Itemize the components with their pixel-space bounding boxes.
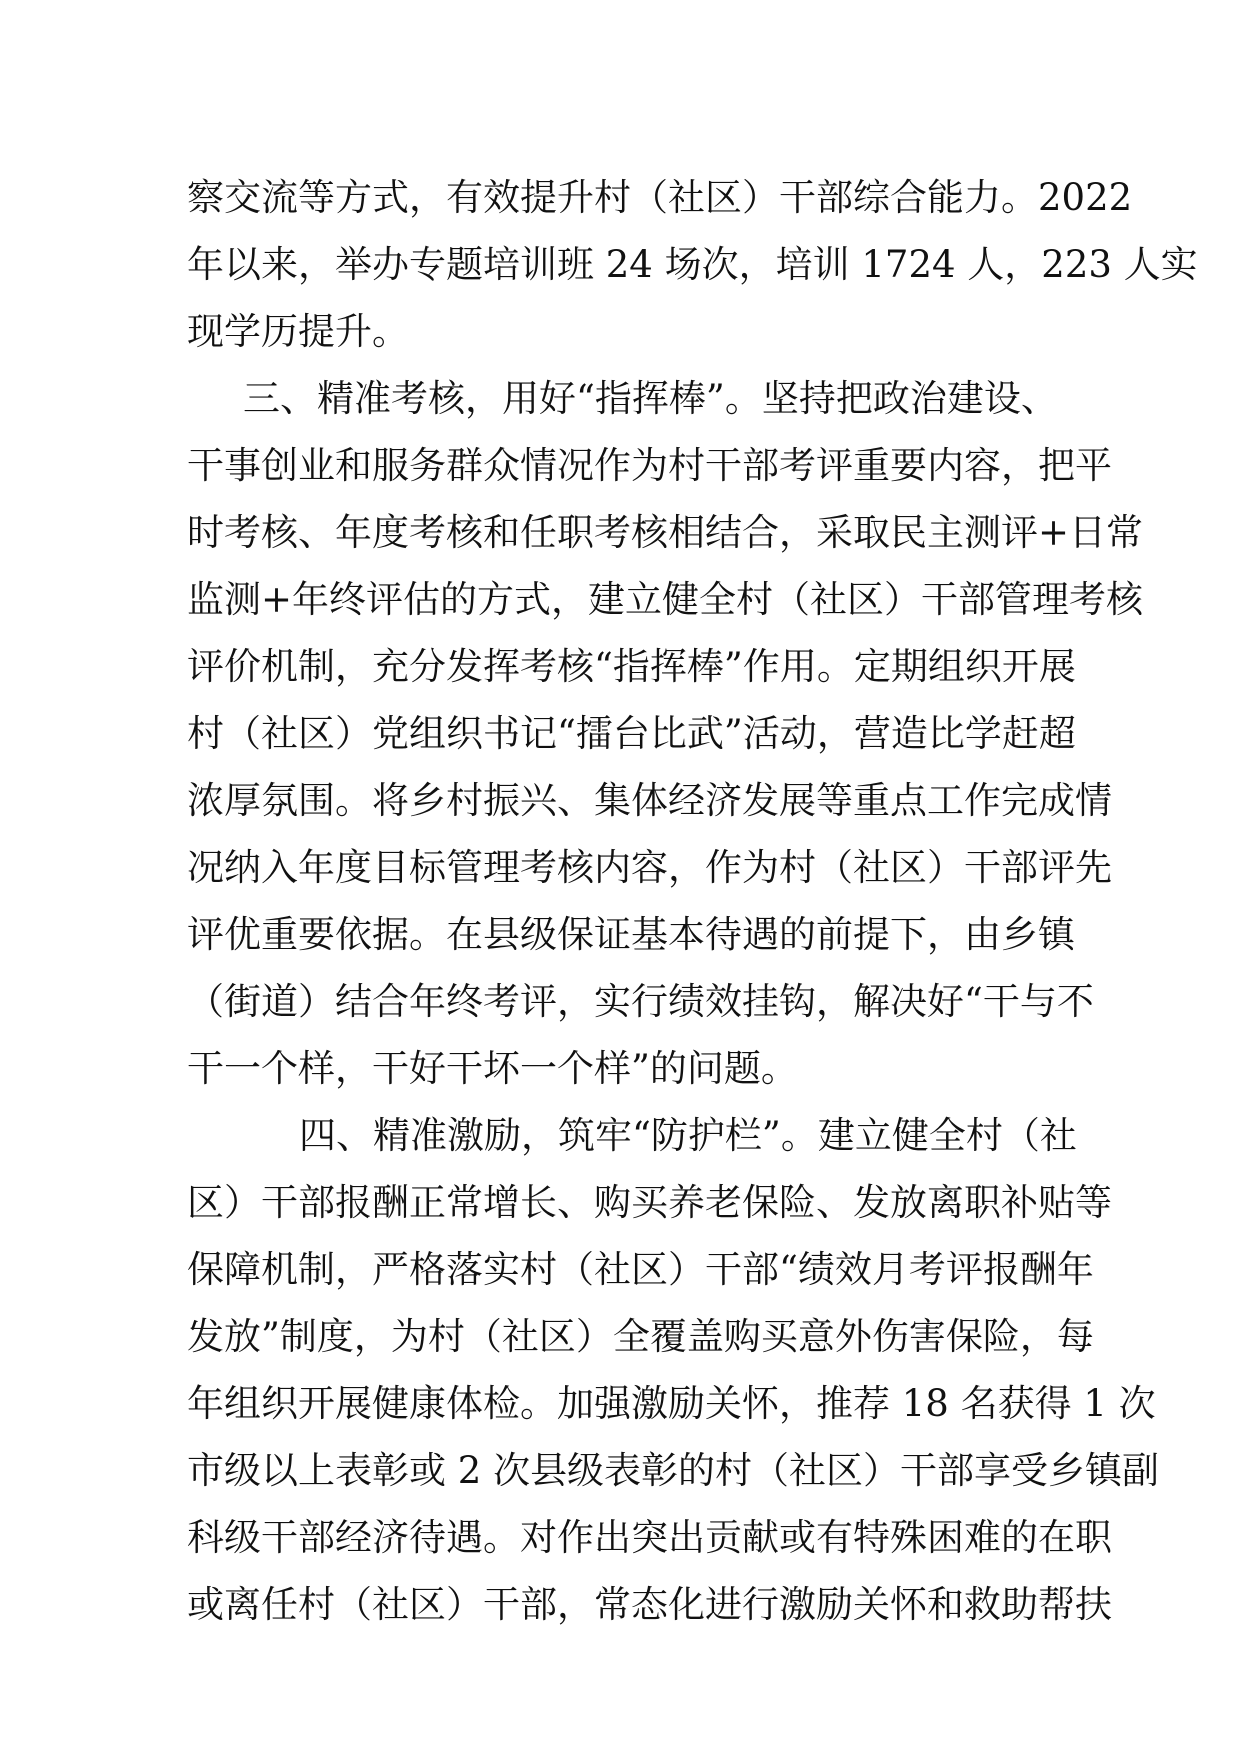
text-line: 监测+年终评估的方式，建立健全村（社区）干部管理考核: [187, 578, 1144, 621]
text-line: 况纳入年度目标管理考核内容，作为村（社区）干部评先: [187, 846, 1112, 889]
text-line: 年以来，举办专题培训班 24 场次，培训 1724 人，223 人实: [187, 243, 1198, 286]
text-line: 年组织开展健康体检。加强激励关怀，推荐 18 名获得 1 次: [187, 1382, 1156, 1425]
text-line: 科级干部经济待遇。对作出突出贡献或有特殊困难的在职: [187, 1516, 1112, 1559]
text-line: 评优重要依据。在县级保证基本待遇的前提下，由乡镇: [187, 913, 1075, 956]
text-line: 时考核、年度考核和任职考核相结合，采取民主测评+日常: [187, 511, 1144, 554]
document-body: [187, 164, 1198, 1638]
paragraph-incentive: [187, 1102, 1160, 1638]
text-line: 市级以上表彰或 2 次县级表彰的村（社区）干部享受乡镇副: [187, 1449, 1160, 1492]
text-line: 发放”制度，为村（社区）全覆盖购买意外伤害保险，每: [187, 1315, 1094, 1358]
text-line: 或离任村（社区）干部，常态化进行激励关怀和救助帮扶: [187, 1583, 1112, 1626]
section-heading-line: 三、精准考核，用好“指挥棒”。坚持把政治建设、: [243, 377, 1058, 420]
text-line: 浓厚氛围。将乡村振兴、集体经济发展等重点工作完成情: [187, 779, 1112, 822]
text-line: 村（社区）党组织书记“擂台比武”活动，营造比学赶超: [187, 712, 1076, 755]
paragraph-training: [187, 164, 1198, 365]
text-line: 评价机制，充分发挥考核“指挥棒”作用。定期组织开展: [187, 645, 1076, 688]
section-heading-line: 四、精准激励，筑牢“防护栏”。建立健全村（社: [299, 1114, 1077, 1157]
paragraph-assessment: [187, 365, 1144, 1102]
text-line: 干一个样，干好干坏一个样”的问题。: [187, 1047, 798, 1090]
text-line: 察交流等方式，有效提升村（社区）干部综合能力。2022: [187, 176, 1133, 219]
text-line: 现学历提升。: [187, 310, 409, 353]
text-line: 干事创业和服务群众情况作为村干部考评重要内容，把平: [187, 444, 1112, 487]
text-line: （街道）结合年终考评，实行绩效挂钩，解决好“干与不: [187, 980, 1094, 1023]
text-line: 保障机制，严格落实村（社区）干部“绩效月考评报酬年: [187, 1248, 1094, 1291]
text-line: 区）干部报酬正常增长、购买养老保险、发放离职补贴等: [187, 1181, 1112, 1224]
